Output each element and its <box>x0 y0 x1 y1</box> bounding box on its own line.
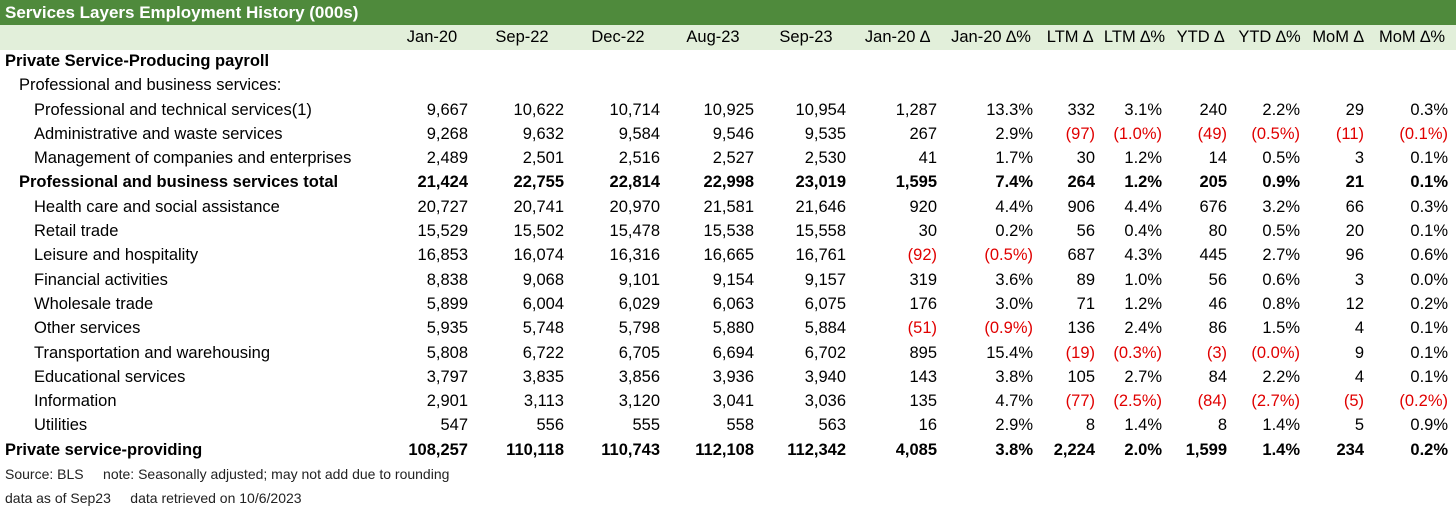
table-cell: 16,761 <box>795 246 846 265</box>
table-cell: 2.0% <box>1124 440 1162 459</box>
table-cell: 0.4% <box>1124 222 1162 241</box>
table-cell: 4.7% <box>995 392 1033 411</box>
row-label: Administrative and waste services <box>34 124 283 143</box>
table-cell: 21,646 <box>795 197 846 216</box>
table-cell: 0.9% <box>1262 173 1300 192</box>
table-cell <box>943 74 1039 98</box>
table-row <box>0 389 1454 413</box>
table-cell: 4.3% <box>1124 246 1162 265</box>
column-header: Jan-20 <box>406 27 458 46</box>
table-cell: 687 <box>1067 246 1095 265</box>
table-cell: (51) <box>907 319 937 338</box>
table-cell: 0.0% <box>1410 270 1448 289</box>
table-cell <box>570 49 666 73</box>
row-label: Private service-providing <box>5 440 203 459</box>
table-cell: 3,940 <box>804 367 846 386</box>
table-row <box>0 268 1454 292</box>
table-cell: 112,342 <box>787 440 846 459</box>
table-cell: 319 <box>909 270 937 289</box>
table-row <box>0 74 1454 98</box>
column-header: MoM ∆% <box>1378 27 1446 46</box>
table-row <box>0 219 1454 243</box>
table-cell: 563 <box>818 416 846 435</box>
table-cell: 9 <box>1354 343 1364 362</box>
table-cell: 9,632 <box>522 124 564 143</box>
table-cell <box>1168 74 1233 98</box>
row-label: Transportation and warehousing <box>34 343 271 362</box>
table-cell: 6,029 <box>618 294 660 313</box>
table-cell: (0.0%) <box>1251 343 1300 362</box>
table-row <box>0 438 1454 462</box>
table-cell <box>1168 49 1233 73</box>
table-cell: 3.0% <box>995 294 1033 313</box>
table-cell: 110,743 <box>601 440 660 459</box>
table-cell <box>666 74 760 98</box>
table-cell: 20,727 <box>417 197 468 216</box>
table-cell: 6,004 <box>522 294 564 313</box>
table-cell: (49) <box>1197 124 1227 143</box>
table-cell: 15,538 <box>703 222 754 241</box>
table-cell: 558 <box>726 416 754 435</box>
table-cell: (0.3%) <box>1113 343 1162 362</box>
table-cell: 176 <box>909 294 937 313</box>
table-cell: 1,599 <box>1185 440 1227 459</box>
table-cell <box>1370 74 1454 98</box>
table-row <box>0 49 1454 73</box>
table-cell: 15.4% <box>986 343 1033 362</box>
source-note: Source: BLS note: Seasonally adjusted; may not add due to rounding <box>5 466 450 482</box>
table-cell <box>474 74 570 98</box>
table-cell: 8,838 <box>426 270 468 289</box>
table-cell: (19) <box>1065 343 1095 362</box>
table-cell: 16,853 <box>417 246 468 265</box>
table-cell <box>1039 49 1101 73</box>
row-label: Health care and social assistance <box>34 197 280 216</box>
table-cell <box>1233 74 1306 98</box>
table-cell: 112,108 <box>695 440 754 459</box>
table-cell: 22,814 <box>609 173 660 192</box>
table-cell: 15,478 <box>609 222 660 241</box>
table-cell: (84) <box>1197 392 1227 411</box>
table-cell: (2.7%) <box>1251 392 1300 411</box>
table-cell: 0.8% <box>1262 294 1300 313</box>
table-cell: 5,748 <box>522 319 564 338</box>
table-cell <box>390 49 474 73</box>
column-header: LTM ∆ <box>1046 27 1094 46</box>
table-cell: 3.6% <box>995 270 1033 289</box>
table-cell: 205 <box>1199 173 1227 192</box>
data-asof-note: data as of Sep23 data retrieved on 10/6/2023 <box>5 490 302 506</box>
column-header: MoM ∆ <box>1312 27 1364 46</box>
table-cell: 9,535 <box>804 124 846 143</box>
table-cell: 2,489 <box>426 149 468 168</box>
table-cell: 30 <box>918 222 937 241</box>
table-cell: 21,581 <box>703 197 754 216</box>
table-row <box>0 122 1454 146</box>
column-header: LTM ∆% <box>1103 27 1166 46</box>
table-cell: 96 <box>1345 246 1364 265</box>
table-cell: 3,797 <box>426 367 468 386</box>
table-cell: 1.4% <box>1262 416 1300 435</box>
table-cell: 22,755 <box>513 173 564 192</box>
table-cell: 1,287 <box>895 100 937 119</box>
table-cell: 2,527 <box>712 149 754 168</box>
row-label: Retail trade <box>34 222 119 241</box>
table-cell <box>852 49 943 73</box>
table-cell: 15,529 <box>417 222 468 241</box>
table-cell: 20 <box>1345 222 1364 241</box>
table-cell: 1.5% <box>1262 319 1300 338</box>
table-cell: 14 <box>1208 149 1227 168</box>
table-cell: 3,120 <box>618 392 660 411</box>
table-cell <box>1370 49 1454 73</box>
column-header: YTD ∆ <box>1176 27 1225 46</box>
table-cell: 2.2% <box>1262 367 1300 386</box>
table-cell: (1.0%) <box>1113 124 1162 143</box>
table-cell: 12 <box>1345 294 1364 313</box>
table-cell: 105 <box>1067 367 1095 386</box>
table-cell: 5,899 <box>426 294 468 313</box>
table-cell: 2.4% <box>1124 319 1162 338</box>
table-cell <box>1039 74 1101 98</box>
table-cell: 13.3% <box>986 100 1033 119</box>
table-cell: 16 <box>918 416 937 435</box>
table-cell: 0.9% <box>1410 416 1448 435</box>
column-header: Jan-20 ∆% <box>951 27 1031 46</box>
table-cell: 9,154 <box>712 270 754 289</box>
table-cell: 555 <box>632 416 660 435</box>
row-label: Utilities <box>34 416 88 435</box>
table-cell <box>570 74 666 98</box>
table-title: Services Layers Employment History (000s) <box>0 0 1456 25</box>
table-cell <box>666 49 760 73</box>
table-cell: 0.2% <box>1410 294 1448 313</box>
table-cell: 3,835 <box>522 367 564 386</box>
table-cell: 20,741 <box>513 197 564 216</box>
table-cell <box>943 49 1039 73</box>
table-cell: 84 <box>1208 367 1227 386</box>
table-cell: 16,074 <box>513 246 564 265</box>
row-label: Private Service-Producing payroll <box>5 51 270 70</box>
table-cell: 4.4% <box>1124 197 1162 216</box>
table-cell: 0.1% <box>1410 367 1448 386</box>
column-header: Jan-20 ∆ <box>864 27 931 46</box>
table-cell: 240 <box>1199 100 1227 119</box>
table-cell: 1,595 <box>895 173 937 192</box>
table-cell: 3.8% <box>995 367 1033 386</box>
table-cell <box>1306 49 1370 73</box>
table-cell: 2.9% <box>995 124 1033 143</box>
table-cell: 3.8% <box>995 440 1033 459</box>
table-cell: 6,694 <box>712 343 754 362</box>
row-label: Professional and business services total <box>19 173 339 192</box>
table-cell: 5,808 <box>426 343 468 362</box>
table-cell: 108,257 <box>408 440 468 459</box>
table-cell: 4.4% <box>995 197 1033 216</box>
table-cell: 1.4% <box>1262 440 1300 459</box>
header-label <box>0 25 390 49</box>
table-cell <box>1306 74 1370 98</box>
table-row <box>0 414 1454 438</box>
table-cell: 6,702 <box>804 343 846 362</box>
column-header: Sep-23 <box>779 27 833 46</box>
table-row <box>0 98 1454 122</box>
table-cell: (0.2%) <box>1399 392 1448 411</box>
row-label: Professional and technical services(1) <box>34 100 312 119</box>
row-label: Wholesale trade <box>34 294 154 313</box>
table-cell: 9,584 <box>618 124 660 143</box>
table-cell: 5,935 <box>426 319 468 338</box>
row-label: Management of companies and enterprises <box>34 149 352 168</box>
table-cell: 9,157 <box>804 270 846 289</box>
table-cell: 2,224 <box>1053 440 1095 459</box>
table-cell: 10,925 <box>703 100 754 119</box>
table-cell: 0.6% <box>1410 246 1448 265</box>
table-cell: 267 <box>909 124 937 143</box>
row-label: Leisure and hospitality <box>34 246 199 265</box>
table-cell <box>1101 49 1168 73</box>
table-cell: 16,316 <box>609 246 660 265</box>
table-cell: 1.0% <box>1124 270 1162 289</box>
table-cell: 110,118 <box>506 440 564 459</box>
table-cell: (92) <box>907 246 937 265</box>
table-cell: 16,665 <box>703 246 754 265</box>
table-cell: 3,036 <box>804 392 846 411</box>
table-cell <box>760 49 852 73</box>
table-cell: 3 <box>1354 270 1364 289</box>
table-row <box>0 341 1454 365</box>
table-cell: 3 <box>1354 149 1364 168</box>
table-cell: 8 <box>1085 416 1095 435</box>
table-cell: 1.7% <box>995 149 1033 168</box>
table-cell: 5,880 <box>712 319 754 338</box>
table-cell: 445 <box>1199 246 1227 265</box>
table-cell: 9,546 <box>712 124 754 143</box>
table-cell: (5) <box>1343 392 1364 411</box>
table-cell: 0.1% <box>1410 343 1448 362</box>
table-cell: 21,424 <box>417 173 468 192</box>
row-label: Professional and business services: <box>19 76 282 95</box>
row-label: Educational services <box>34 367 186 386</box>
table-cell: 6,075 <box>804 294 846 313</box>
row-label: Information <box>34 392 117 411</box>
table-cell <box>390 74 474 98</box>
table-cell: 234 <box>1336 440 1364 459</box>
table-cell: 22,998 <box>703 173 754 192</box>
table-cell <box>760 74 852 98</box>
table-cell: 547 <box>440 416 468 435</box>
table-cell: 5,884 <box>804 319 846 338</box>
table-cell: 0.2% <box>1410 440 1448 459</box>
table-cell: 0.1% <box>1410 222 1448 241</box>
column-header: Dec-22 <box>591 27 645 46</box>
table-cell: 9,068 <box>522 270 564 289</box>
table-cell: 4 <box>1354 319 1364 338</box>
table-cell: 920 <box>909 197 937 216</box>
table-cell: 89 <box>1076 270 1095 289</box>
table-cell: 23,019 <box>795 173 846 192</box>
table-cell: 10,622 <box>513 100 564 119</box>
table-cell: 4 <box>1354 367 1364 386</box>
table-cell: 3,113 <box>523 392 564 411</box>
table-cell: 2.2% <box>1262 100 1300 119</box>
table-cell: 2.9% <box>995 416 1033 435</box>
table-cell: 0.6% <box>1262 270 1300 289</box>
table-cell: 15,558 <box>795 222 846 241</box>
table-cell: 10,714 <box>609 100 660 119</box>
table-cell: 2.7% <box>1262 246 1300 265</box>
table-cell: 56 <box>1076 222 1095 241</box>
table-cell: 6,705 <box>618 343 660 362</box>
table-cell: 3.1% <box>1124 100 1162 119</box>
table-cell: 0.3% <box>1410 100 1448 119</box>
table-cell: 56 <box>1208 270 1227 289</box>
table-cell: 895 <box>909 343 937 362</box>
table-cell: 4,085 <box>895 440 937 459</box>
row-label: Financial activities <box>34 270 168 289</box>
table-row <box>0 146 1454 170</box>
table-cell <box>1233 49 1306 73</box>
table-cell: 15,502 <box>513 222 564 241</box>
table-row <box>0 171 1454 195</box>
table-cell: 135 <box>909 392 937 411</box>
table-cell: 9,667 <box>426 100 468 119</box>
table-cell: (0.5%) <box>984 246 1033 265</box>
table-cell: 1.2% <box>1124 173 1162 192</box>
table-cell <box>474 49 570 73</box>
employment-table <box>0 25 1454 462</box>
table-cell: (97) <box>1065 124 1095 143</box>
table-cell: 136 <box>1067 319 1095 338</box>
table-cell: 0.5% <box>1262 222 1300 241</box>
table-body <box>0 49 1454 462</box>
table-cell: 86 <box>1208 319 1227 338</box>
table-cell: 80 <box>1208 222 1227 241</box>
table-cell: 3,856 <box>618 367 660 386</box>
table-cell: 9,268 <box>426 124 468 143</box>
table-cell: 1.2% <box>1124 149 1162 168</box>
table-cell: 1.2% <box>1124 294 1162 313</box>
table-cell: 2,901 <box>426 392 468 411</box>
table-cell: (2.5%) <box>1113 392 1162 411</box>
table-cell: 5 <box>1354 416 1364 435</box>
column-header: YTD ∆% <box>1238 27 1301 46</box>
table-row <box>0 317 1454 341</box>
table-cell: (77) <box>1065 392 1095 411</box>
table-cell: 30 <box>1076 149 1095 168</box>
table-row <box>0 195 1454 219</box>
table-cell: 1.4% <box>1124 416 1162 435</box>
table-cell: (11) <box>1335 124 1364 143</box>
table-row <box>0 292 1454 316</box>
table-cell: 2,516 <box>618 149 660 168</box>
table-cell: 2,530 <box>804 149 846 168</box>
table-cell: 0.1% <box>1410 173 1448 192</box>
table-cell: 906 <box>1067 197 1095 216</box>
table-cell: 29 <box>1345 100 1364 119</box>
table-cell: 143 <box>909 367 937 386</box>
table-cell: 3.2% <box>1262 197 1300 216</box>
table-cell: 0.1% <box>1410 319 1448 338</box>
column-header: Aug-23 <box>686 27 740 46</box>
table-cell: 66 <box>1345 197 1364 216</box>
table-cell: (0.9%) <box>984 319 1033 338</box>
table-cell <box>1101 74 1168 98</box>
table-cell: (0.1%) <box>1399 124 1448 143</box>
table-cell <box>852 74 943 98</box>
table-row <box>0 365 1454 389</box>
table-cell: 6,722 <box>522 343 564 362</box>
table-cell: 2.7% <box>1124 367 1162 386</box>
table-cell: 20,970 <box>609 197 660 216</box>
table-cell: 5,798 <box>618 319 660 338</box>
table-row <box>0 244 1454 268</box>
table-cell: 0.1% <box>1410 149 1448 168</box>
table-cell: 46 <box>1208 294 1227 313</box>
table-cell: 9,101 <box>618 270 660 289</box>
table-cell: 71 <box>1076 294 1095 313</box>
table-cell: 264 <box>1067 173 1095 192</box>
row-label: Other services <box>34 319 141 338</box>
table-cell: 6,063 <box>712 294 754 313</box>
column-header: Sep-22 <box>495 27 549 46</box>
table-cell: 21 <box>1345 173 1364 192</box>
table-cell: (3) <box>1206 343 1227 362</box>
table-cell: 7.4% <box>995 173 1033 192</box>
table-cell: 556 <box>536 416 564 435</box>
table-cell: 2,501 <box>522 149 564 168</box>
table-cell: 41 <box>918 149 937 168</box>
table-cell: 0.5% <box>1262 149 1300 168</box>
table-cell: 676 <box>1199 197 1227 216</box>
table-cell: 332 <box>1067 100 1095 119</box>
table-cell: 3,936 <box>712 367 754 386</box>
table-cell: (0.5%) <box>1251 124 1300 143</box>
table-cell: 10,954 <box>795 100 846 119</box>
table-cell: 3,041 <box>712 392 754 411</box>
table-cell: 0.2% <box>995 222 1033 241</box>
header-row <box>0 25 1454 49</box>
table-cell: 8 <box>1217 416 1227 435</box>
table-cell: 0.3% <box>1410 197 1448 216</box>
